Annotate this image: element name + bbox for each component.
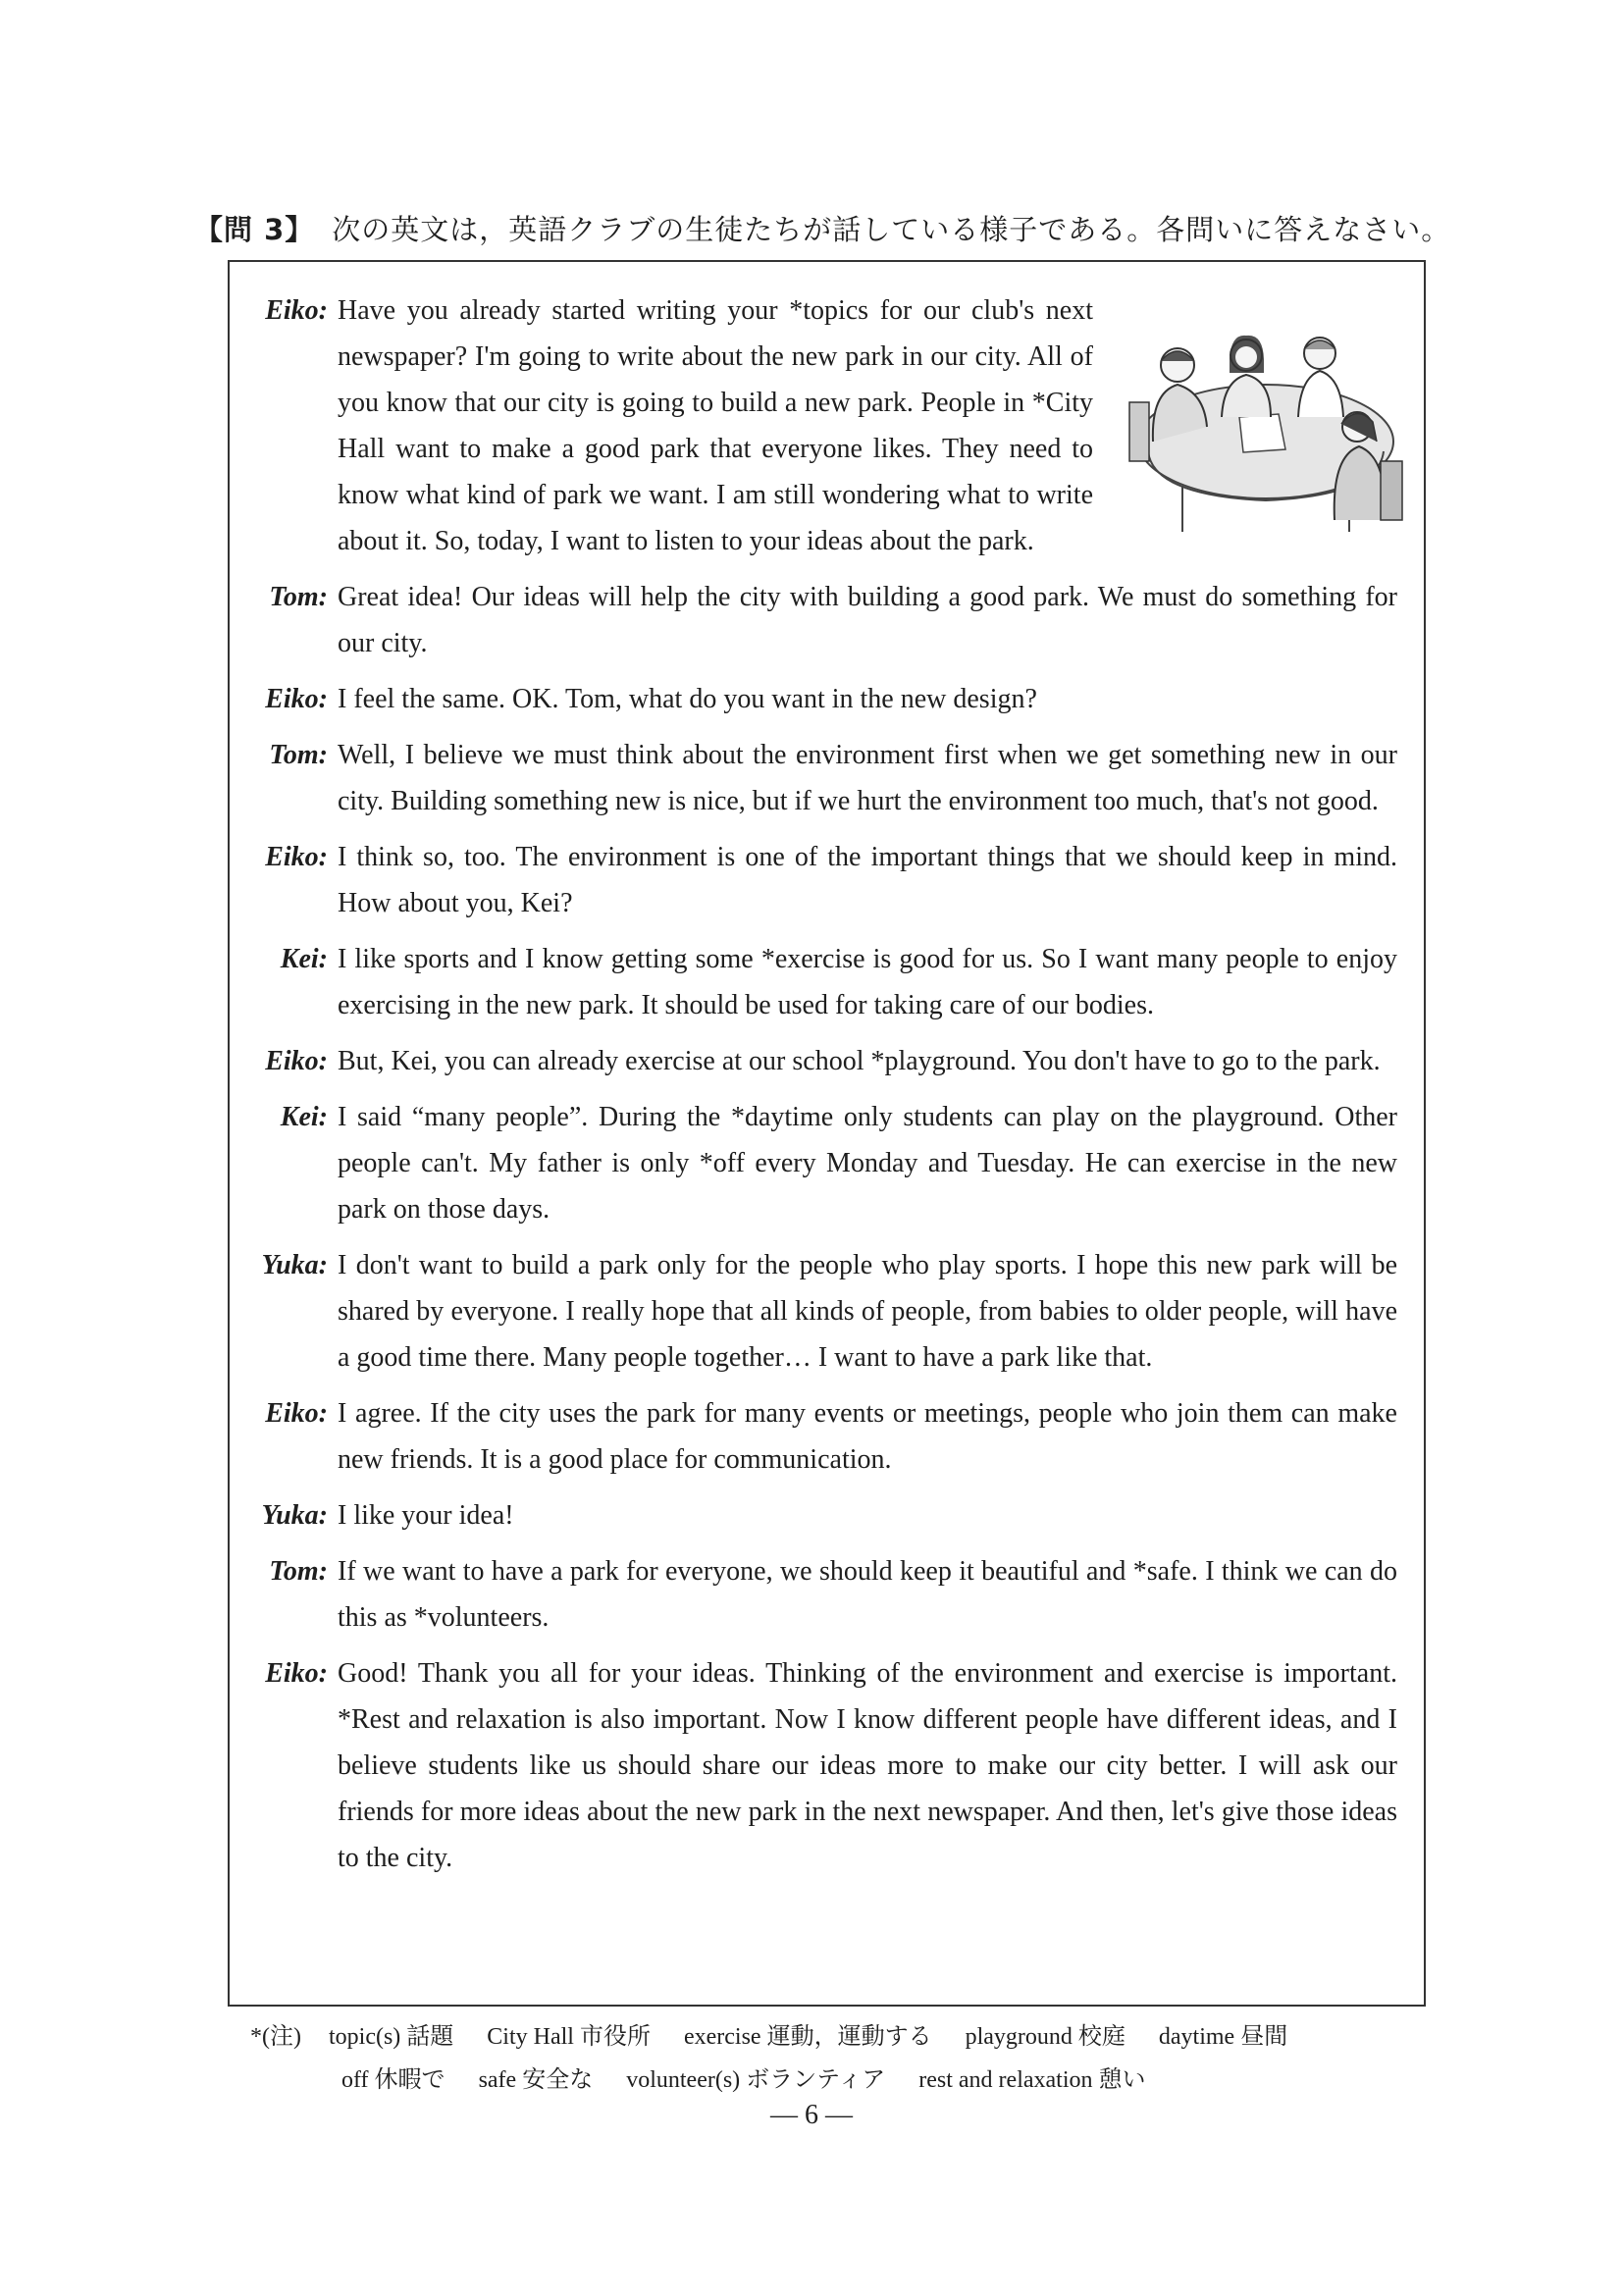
dialogue-turn: [0, 676, 1623, 722]
footnote-item: exercise 運動，運動する: [683, 2024, 932, 2050]
speaker-name: Eiko:: [265, 1046, 328, 1076]
dialogue-turn: [0, 1650, 1623, 1881]
speech-text: Well, I believe we must think about the environment first when we get something new in our city. Building something new is nice, but if we hurt the environment too much, that's not good.: [338, 740, 1397, 816]
footnote-row: [250, 2015, 1428, 2059]
dialogue-turn: [0, 1038, 1623, 1084]
dialogue-turn: [0, 1548, 1623, 1641]
footnote-item: safe 安全な: [478, 2067, 594, 2093]
speech-text: I like sports and I know getting some *exercise is good for us. So I want many people to enjoy exercising in the new park. It should be used for taking care of our bodies.: [338, 944, 1397, 1020]
speech-text: Great idea! Our ideas will help the city with building a good park. We must do something for our city.: [338, 582, 1397, 658]
footnote-item: City Hall 市役所: [487, 2024, 651, 2050]
dialogue-turn: [0, 1094, 1623, 1232]
dialogue-turn: [0, 936, 1623, 1028]
speech-text: But, Kei, you can already exercise at our school *playground. You don't have to go to the park.: [338, 1046, 1381, 1076]
dialogue: [0, 287, 1623, 1891]
speaker-name: Eiko:: [265, 1398, 328, 1429]
dialogue-turn: [0, 1242, 1623, 1381]
question-number: 【問 3】: [194, 213, 315, 246]
speech-text: If we want to have a park for everyone, we should keep it beautiful and *safe. I think we can do this as *volunteers.: [338, 1556, 1397, 1633]
speaker-name: Kei:: [280, 1102, 328, 1132]
speaker-name: Eiko:: [265, 684, 328, 714]
speech-text: Have you already started writing your *topics for our club's next newspaper? I'm going to write about the new park in our city. All of you know that our city is going to build a new park. People in *City Hall want to make a good park that everyone likes. They need to know what kind of park we want. I am still wondering what to write about it. So, today, I want to listen to your ideas about the park.: [338, 295, 1093, 556]
footnote-mark: *(注): [250, 2024, 301, 2050]
speech-text: I feel the same. OK. Tom, what do you want in the new design?: [338, 684, 1037, 714]
speech-text: I said “many people”. During the *daytime only students can play on the playground. Other people can't. My father is only *off every Monday and Tuesday. He can exercise in the new park on those days.: [338, 1102, 1397, 1225]
dialogue-turn: [0, 287, 1623, 564]
speech-text: I like your idea!: [338, 1500, 514, 1531]
footnote-item: playground 校庭: [965, 2024, 1126, 2050]
speaker-name: Eiko:: [265, 842, 328, 872]
question-instruction: 次の英文は，英語クラブの生徒たちが話している様子である。各問いに答えなさい。: [332, 213, 1451, 246]
speaker-name: Tom:: [269, 1556, 328, 1587]
footnotes: [250, 2015, 1428, 2102]
speaker-name: Eiko:: [265, 1658, 328, 1689]
speaker-name: Tom:: [269, 740, 328, 770]
speech-text: I agree. If the city uses the park for many events or meetings, people who join them can make new friends. It is a good place for communication.: [338, 1398, 1397, 1475]
speaker-name: Yuka:: [261, 1500, 328, 1531]
dialogue-turn: [0, 1390, 1623, 1483]
dialogue-turn: [0, 834, 1623, 926]
dialogue-turn: [0, 574, 1623, 666]
footnote-item: off 休暇で: [341, 2067, 445, 2093]
speaker-name: Kei:: [280, 944, 328, 974]
dialogue-turn: [0, 732, 1623, 824]
footnote-row: [250, 2059, 1428, 2102]
dialogue-turn: [0, 1492, 1623, 1539]
speaker-name: Eiko:: [265, 295, 328, 326]
speaker-name: Tom:: [269, 582, 328, 612]
page-number: — 6 —: [770, 2100, 853, 2130]
footnote-item: rest and relaxation 憩い: [918, 2067, 1146, 2093]
footnote-item: topic(s) 話題: [328, 2024, 454, 2050]
speech-text: Good! Thank you all for your ideas. Thinking of the environment and exercise is important. *Rest and relaxation is also important. Now I know different people have different ideas, and I believe students like us should share our ideas more to make our city better. I will ask our friends for more ideas about the new park in the next newspaper. And then, let's give those ideas to the city.: [338, 1658, 1397, 1873]
footnote-item: volunteer(s) ボランティア: [626, 2067, 886, 2093]
question-header: [194, 208, 1470, 248]
speech-text: I don't want to build a park only for the people who play sports. I hope this new park will be shared by everyone. I really hope that all kinds of people, from babies to older people, will have a good time there. Many people together… I want to have a park like that.: [338, 1250, 1397, 1373]
speech-text: I think so, too. The environment is one of the important things that we should keep in mind. How about you, Kei?: [338, 842, 1397, 918]
footnote-item: daytime 昼間: [1158, 2024, 1288, 2050]
speaker-name: Yuka:: [261, 1250, 328, 1280]
